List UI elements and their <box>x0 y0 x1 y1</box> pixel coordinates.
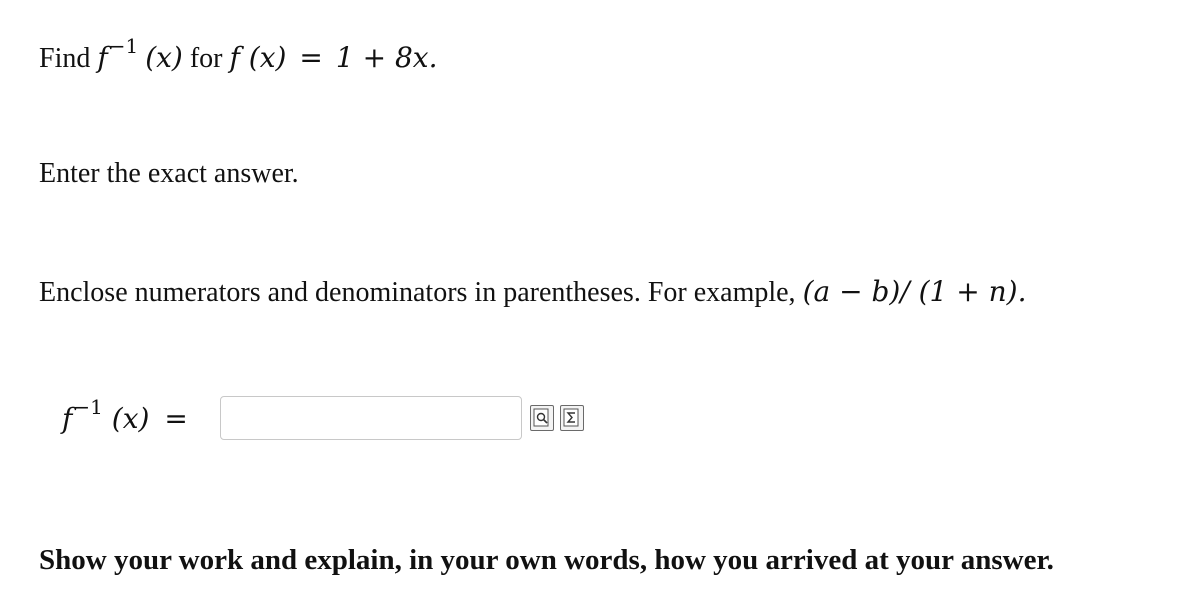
instruction-enclose-text: Enclose numerators and denominators in parentheses. For example, <box>39 277 796 308</box>
question-rhs: 1 + 8x. <box>335 41 438 74</box>
question-equals: = <box>299 41 323 74</box>
instruction-parentheses <box>39 275 1027 308</box>
question-find-word: Find <box>39 43 91 74</box>
equation-editor-icon[interactable] <box>560 405 584 431</box>
question-text <box>39 34 438 74</box>
answer-label-arg: (x) <box>111 401 150 435</box>
answer-input[interactable] <box>220 396 522 440</box>
answer-row <box>62 394 584 442</box>
answer-label-f: f <box>62 401 73 435</box>
question-for-word: for <box>189 43 223 74</box>
question-f: f <box>97 41 108 74</box>
answer-label <box>62 394 194 435</box>
answer-label-sup: −1 <box>73 394 103 419</box>
instruction-exact-answer: Enter the exact answer. <box>39 158 299 189</box>
preview-icon[interactable] <box>530 405 554 431</box>
instruction-example: (a − b)/ (1 + n). <box>802 275 1027 308</box>
answer-label-equals: = <box>164 401 188 435</box>
show-work-instruction: Show your work and explain, in your own words, how you arrived at your answer. <box>39 544 1054 576</box>
question-sup: −1 <box>108 34 139 58</box>
question-fx: f (x) <box>229 41 287 74</box>
question-arg: (x) <box>145 41 183 74</box>
